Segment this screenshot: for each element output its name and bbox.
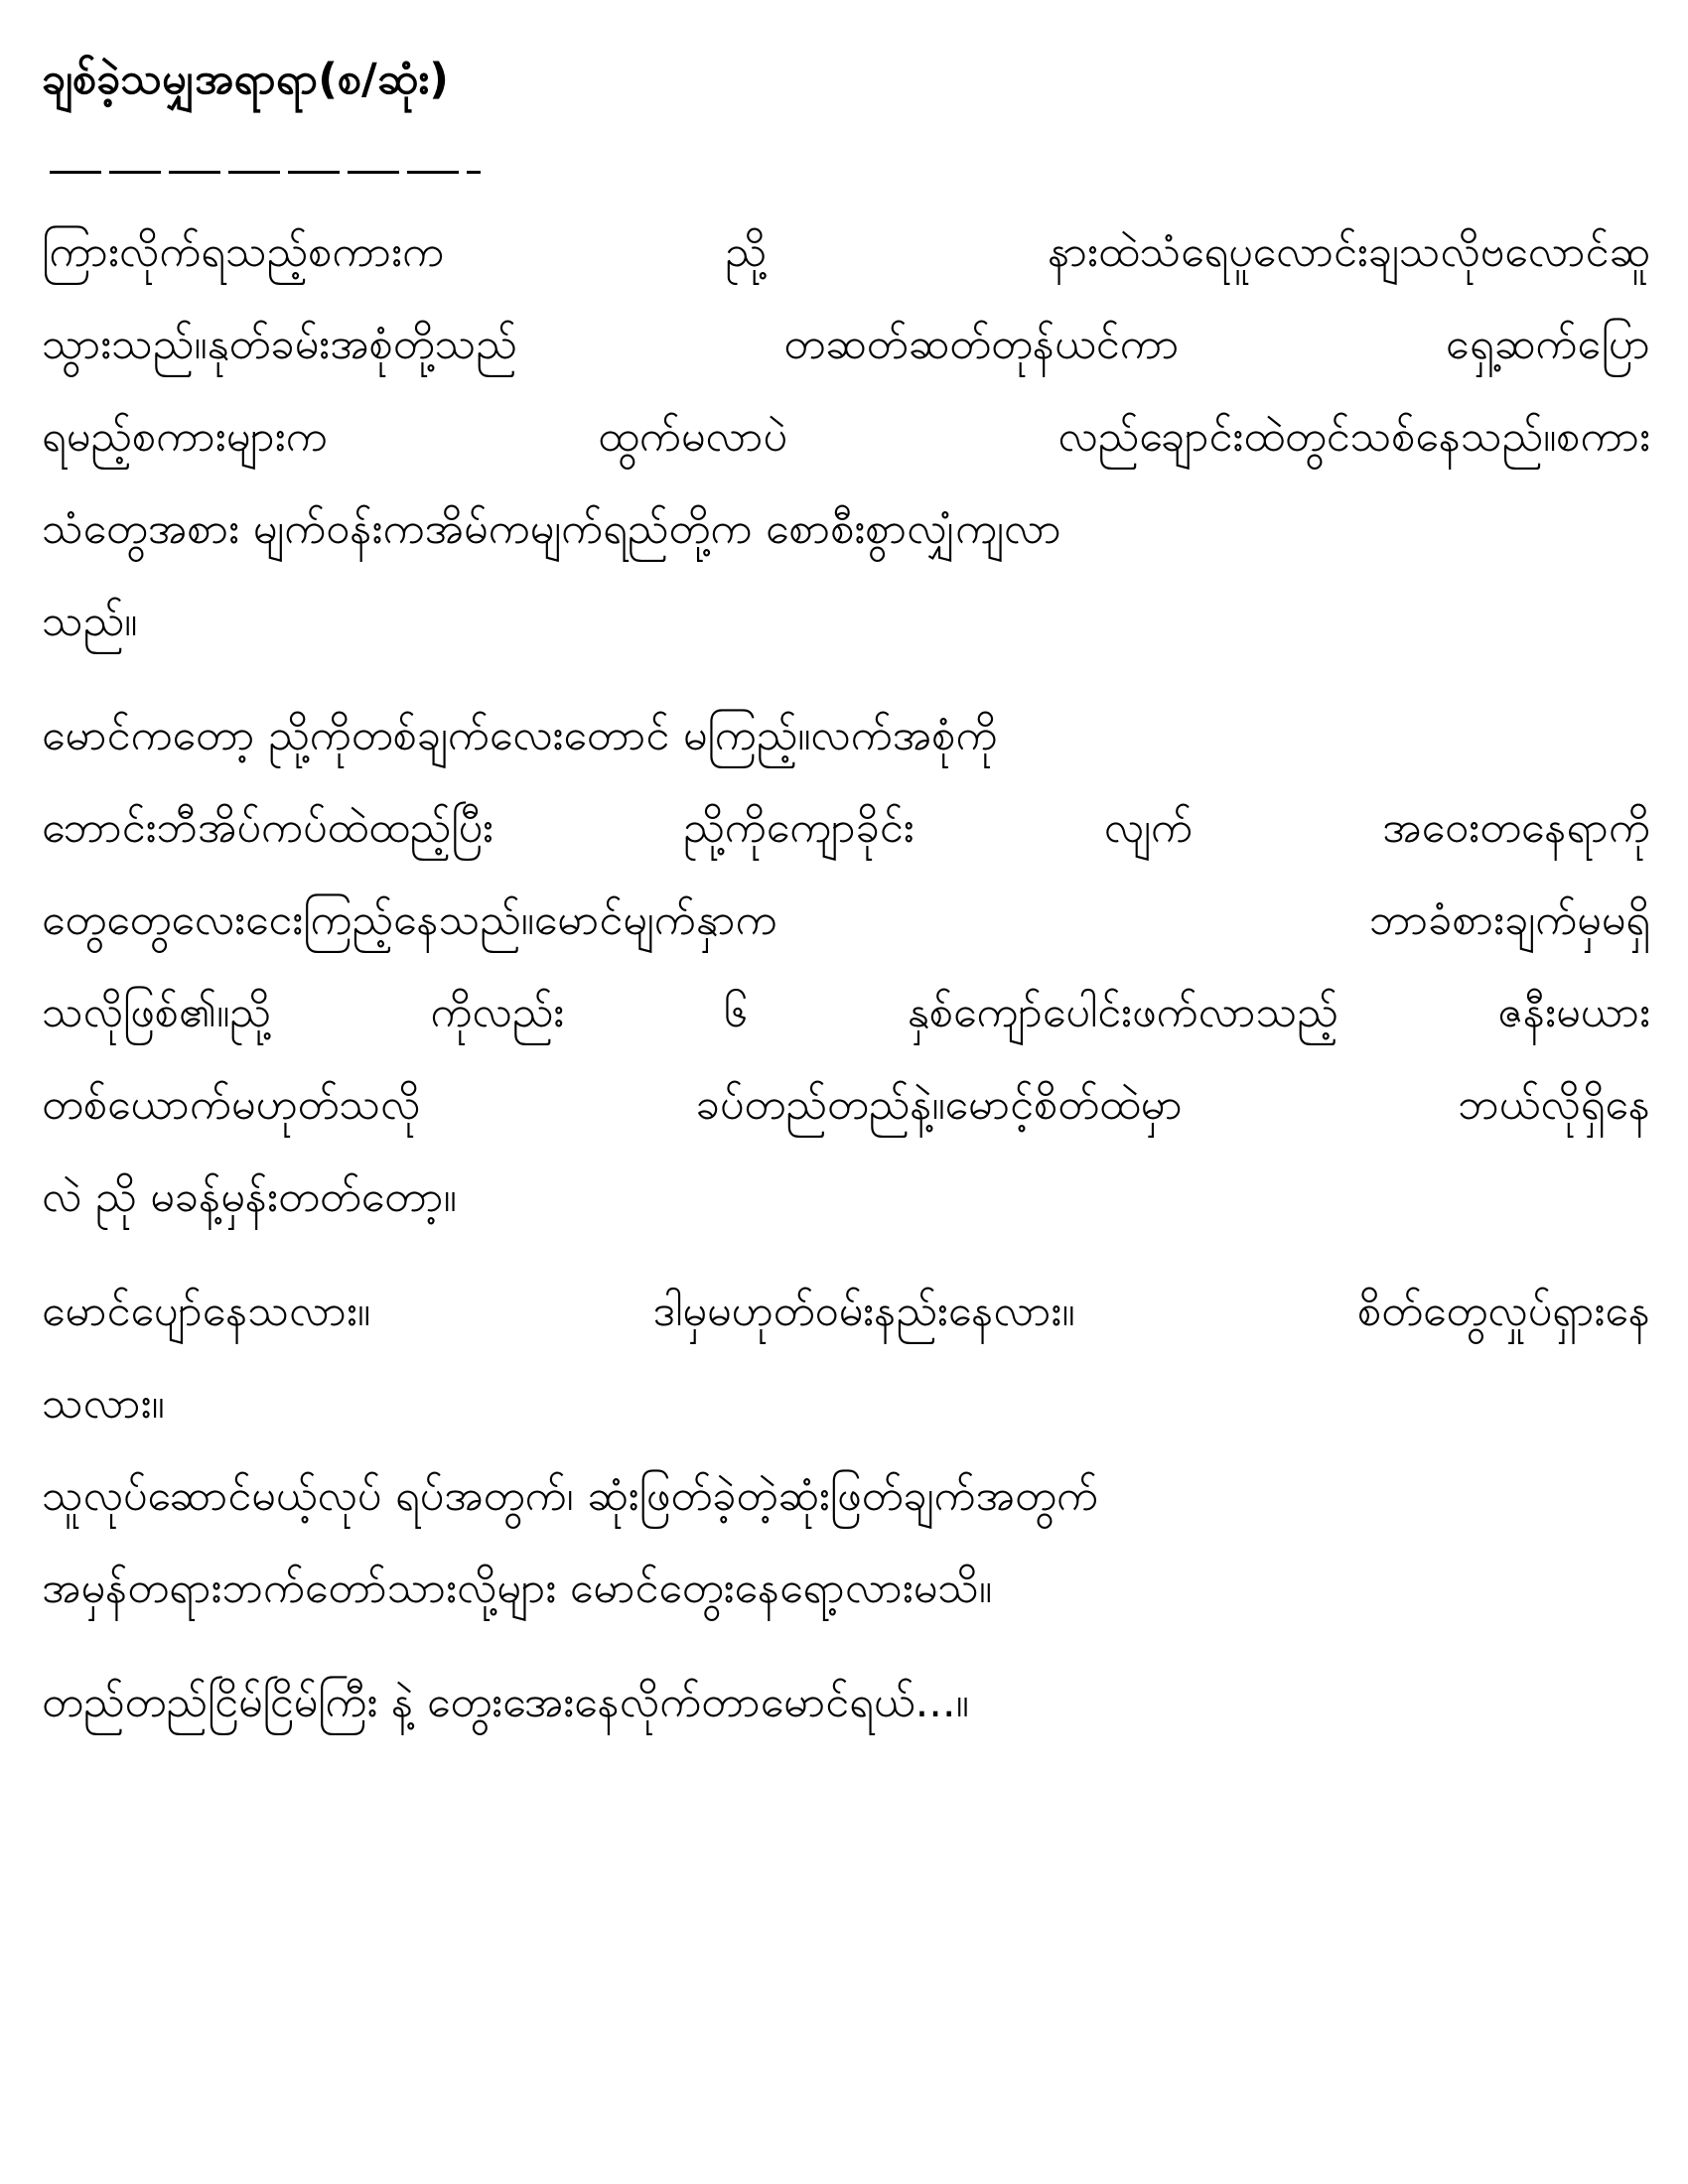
- paragraph-line: ရမည့်စကားများက ထွက်မလာပဲ လည်ချောင်းထဲတွင်သစ်နေသည်။စကား: [42, 412, 1650, 462]
- paragraph-line: ကြားလိုက်ရသည့်စကားက ညို့ နားထဲသံရေပူလောင်းချသလိုဗလောင်ဆူ: [42, 227, 1650, 277]
- paragraph-line: သည်။: [42, 597, 138, 646]
- paragraph-line: မောင်ပျော်နေသလား။ ဒါမှမဟုတ်ဝမ်းနည်းနေလား။ စိတ်တွေလှုပ်ရှားနေ: [42, 1287, 1650, 1336]
- divider-dash: [288, 171, 340, 174]
- divider-dash: [109, 171, 161, 174]
- divider-dash: [467, 171, 481, 174]
- divider-dash: [348, 171, 399, 174]
- paragraph-line: ဘောင်းဘီအိပ်ကပ်ထဲထည့်ပြီး ညို့ကိုကျောခိုင်း လျက် အဝေးတနေရာကို: [42, 803, 1650, 853]
- paragraph-line: သွားသည်။နုတ်ခမ်းအစုံတို့သည် တဆတ်ဆတ်တုန်ယင်ကာ ရှေ့ဆက်ပြော: [42, 320, 1650, 369]
- paragraph-line: တည်တည်ငြိမ်ငြိမ်ကြီး နဲ့ တွေးအေးနေလိုက်တာမောင်ရယ်...။: [42, 1678, 969, 1727]
- paragraph-line: သူလုပ်ဆောင်မယ့်လုပ် ရပ်အတွက်၊ ဆုံးဖြတ်ခဲ့တဲ့ဆုံးဖြတ်ချက်အတွက်: [42, 1471, 1098, 1521]
- paragraph: [42, 1450, 1650, 1635]
- divider-dash: [228, 171, 280, 174]
- document-title: ချစ်ခဲ့သမျှအရာရာ(စ/ဆုံး): [42, 55, 449, 104]
- paragraph: [42, 1266, 1650, 1450]
- title-divider: [42, 129, 1650, 206]
- divider-dash: [407, 171, 459, 174]
- paragraph-line: မောင်ကတော့ ညို့ကိုတစ်ချက်လေးတောင် မကြည့်။လက်အစုံကို: [42, 711, 998, 760]
- paragraph-line: လဲ ညို မခန့်မှန်းတတ်တော့။: [42, 1172, 457, 1222]
- paragraph: [42, 1657, 1650, 1749]
- document-page: [42, 30, 1650, 1749]
- paragraph-line: သလိုဖြစ်၏။ညို့ ကိုလည်း ၆ နှစ်ကျော်ပေါင်းဖက်လာသည့် ဇနီးမယား: [42, 988, 1650, 1037]
- divider-dash: [50, 171, 101, 174]
- paragraph: [42, 690, 1650, 1244]
- paragraph-line: တွေတွေလေးငေးကြည့်နေသည်။မောင်မျက်နှာက ဘာခံစားချက်မှမရှိ: [42, 895, 1650, 945]
- divider-dash: [169, 171, 220, 174]
- paragraph-line: အမှန်တရားဘက်တော်သားလို့များ မောင်တွေးနေရော့လားမသိ။: [42, 1564, 992, 1613]
- paragraph-line: သလား။: [42, 1379, 165, 1429]
- paragraph-line: တစ်ယောက်မဟုတ်သလို ခပ်တည်တည်နဲ့။မောင့်စိတ်ထဲမှာ ဘယ်လိုရှိနေ: [42, 1080, 1650, 1130]
- paragraph: [42, 206, 1650, 668]
- paragraph-line: သံတွေအစား မျက်ဝန်းကအိမ်ကမျက်ရည်တို့က စောစီးစွာလျှံကျလာ: [42, 504, 1061, 554]
